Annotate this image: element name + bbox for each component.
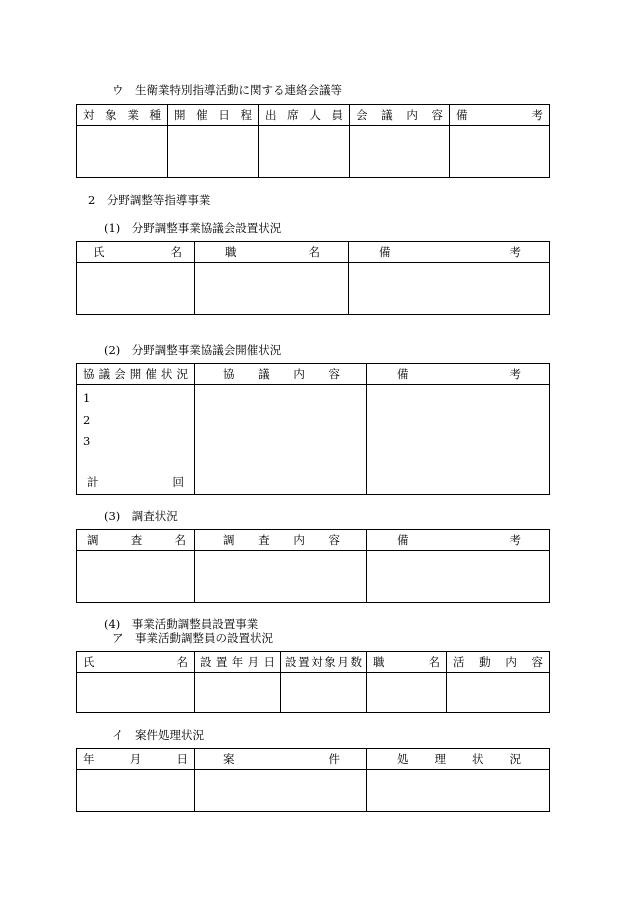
- header-cell: 対 象 業 種: [83, 108, 161, 122]
- data-cell: [195, 551, 367, 603]
- section-2-4-i-heading: イ 案件処理状況: [112, 728, 204, 742]
- data-cell: [349, 263, 550, 315]
- meeting-total: [87, 475, 184, 489]
- data-cell: [281, 673, 367, 713]
- data-cell: [447, 673, 550, 713]
- data-cell: [195, 673, 281, 713]
- header-cell: 協 議 会 開 催 状 況: [83, 367, 188, 381]
- data-cell: [259, 126, 350, 178]
- section-2-4-a-heading: ア 事業活動調整員の設置状況: [112, 631, 273, 645]
- data-cell: [350, 126, 450, 178]
- case-handling-table: [76, 748, 550, 812]
- header-cell: 出 席 人 員: [265, 108, 343, 122]
- header-cell: 開 催 日 程: [174, 108, 252, 122]
- meeting-row-number: 1: [83, 391, 91, 405]
- data-cell: [77, 551, 195, 603]
- section-2-heading: 2 分野調整等指導事業: [88, 193, 211, 207]
- data-cell: [195, 770, 367, 812]
- data-cell: [77, 126, 168, 178]
- header-cell: 備 考: [397, 367, 521, 381]
- header-cell: 氏 名: [83, 655, 188, 669]
- data-cell: [77, 770, 195, 812]
- data-cell: [195, 263, 349, 315]
- header-cell: 年 月 日: [83, 752, 188, 766]
- header-cell: 協 議 内 容: [223, 367, 340, 381]
- header-cell: 設 置 年 月 日: [200, 655, 275, 669]
- header-cell: 備 考: [397, 533, 521, 547]
- meeting-row-number: 2: [83, 413, 91, 427]
- section-u-heading: ウ 生衛業特別指導活動に関する連絡会議等: [112, 83, 342, 97]
- header-cell: 処 理 状 況: [397, 752, 521, 766]
- liaison-meeting-table: [76, 104, 550, 178]
- data-cell: [77, 263, 195, 315]
- header-cell: 備 考: [379, 245, 521, 259]
- data-cell: [77, 673, 195, 713]
- header-cell: 備 考: [456, 108, 543, 122]
- header-cell: 調 査 内 容: [223, 533, 340, 547]
- section-2-4-heading: (4) 事業活動調整員設置事業: [104, 617, 259, 631]
- data-cell: [168, 126, 259, 178]
- header-cell: 職 名: [373, 655, 440, 669]
- meeting-row-number: 3: [83, 434, 91, 448]
- section-2-3-heading: (3) 調査状況: [104, 509, 178, 523]
- data-cell: [450, 126, 550, 178]
- section-2-1-heading: (1) 分野調整事業協議会設置状況: [104, 221, 282, 235]
- total-label: 計: [87, 475, 99, 489]
- data-cell: [367, 673, 447, 713]
- header-cell: 設 置 対 象 月 数: [285, 655, 362, 669]
- header-cell: 活 動 内 容: [453, 655, 543, 669]
- total-unit: 回: [172, 475, 184, 489]
- data-cell: [367, 385, 550, 495]
- section-2-2-heading: (2) 分野調整事業協議会開催状況: [104, 343, 282, 357]
- council-setup-table: [76, 241, 550, 315]
- header-cell: 案 件: [223, 752, 340, 766]
- coordinator-table: [76, 651, 550, 713]
- data-cell: [195, 385, 367, 495]
- header-cell: 氏 名: [93, 245, 182, 259]
- survey-table: [76, 529, 550, 603]
- data-cell: [367, 770, 550, 812]
- header-cell: 職 名: [225, 245, 320, 259]
- data-cell: [367, 551, 550, 603]
- council-meeting-table: [76, 363, 550, 495]
- header-cell: 調 査 名: [87, 533, 186, 547]
- header-cell: 会 議 内 容: [356, 108, 443, 122]
